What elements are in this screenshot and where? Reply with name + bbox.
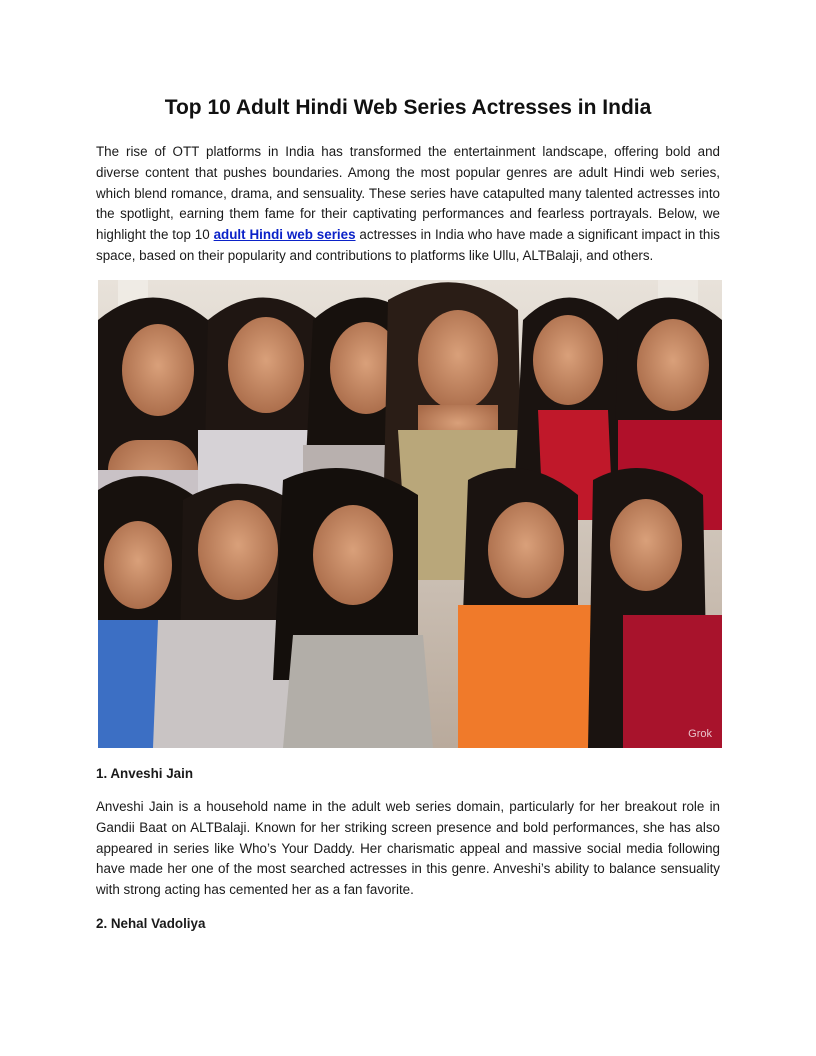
- group-photo-illustration: [98, 280, 722, 748]
- section-heading-2: 2. Nehal Vadoliya: [96, 916, 206, 931]
- adult-web-series-link[interactable]: adult Hindi web series: [213, 227, 356, 243]
- dress: [283, 635, 433, 748]
- page-title: Top 10 Adult Hindi Web Series Actresses in India: [164, 96, 652, 119]
- grok-watermark: Grok: [688, 728, 712, 740]
- section-body-1: Anveshi Jain is a household name in the adult web series domain, particularly for her breakout role in Gandii Baat on ALTBalaji. Known for her striking screen presence and bold performances, she has also appeared in series like Who’s Your Daddy. Her charismatic appeal and massive social media following have made her one of the most searched actresses in this genre. Anveshi’s ability to balance sensuality with strong acting has cemented her as a fan favorite.: [96, 799, 720, 898]
- group-photo: [98, 280, 722, 748]
- intro-paragraph: [96, 142, 720, 267]
- intro-text-before-link: The rise of OTT platforms in India has transformed the entertainment landscape, offering bold and diverse content that pushes boundaries. Among the most popular genres are adult Hindi web series, which blend romance, drama, and sensuality. These series have catapulted many talented actresses into the spotlight, earning them fame for their captivating performances and fearless portrayals. Below, we highlight the top 10: [96, 144, 720, 243]
- front-row: [98, 468, 722, 748]
- section-heading-1: 1. Anveshi Jain: [96, 766, 193, 781]
- intro-text-after-link: actresses in India who have made a significant impact in this space, based on their popularity and contributions to platforms like Ullu, ALTBalaji, and others.: [96, 227, 720, 263]
